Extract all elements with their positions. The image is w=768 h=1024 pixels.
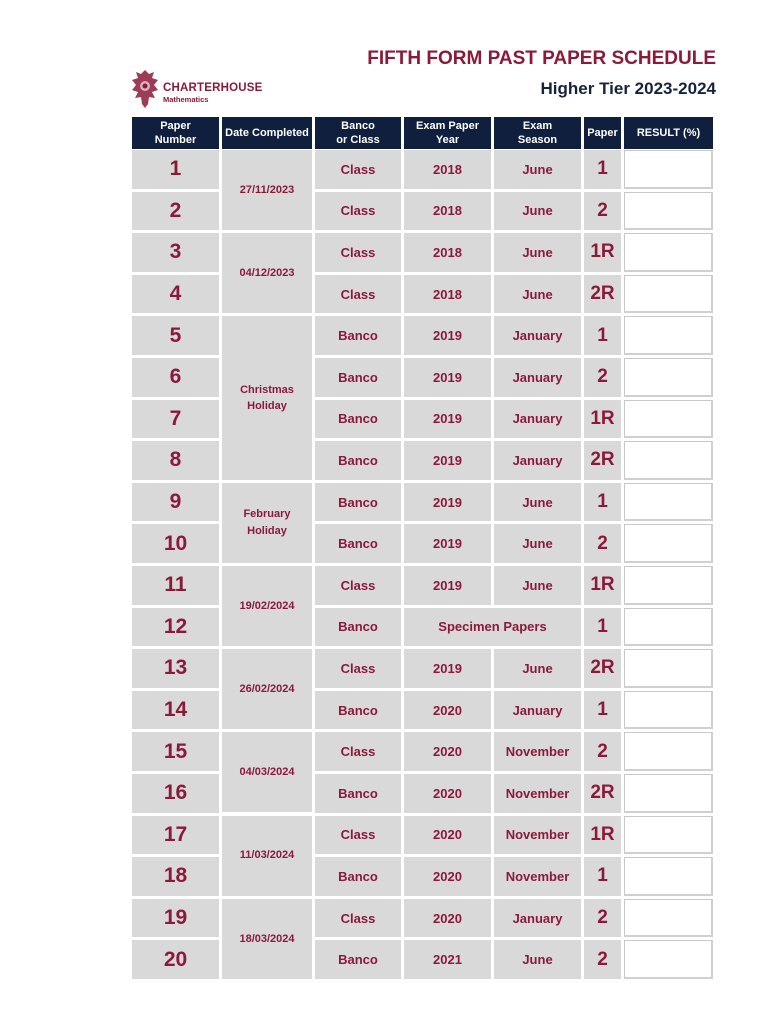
logo-name: CHARTERHOUSE <box>163 82 263 94</box>
exam-season: June <box>494 275 581 314</box>
charterhouse-logo <box>130 68 270 112</box>
exam-season: June <box>494 524 581 563</box>
date-completed: 26/02/2024 <box>222 649 312 729</box>
exam-paper-year: 2020 <box>404 774 491 813</box>
banco-or-class: Class <box>315 233 401 272</box>
paper-code: 2 <box>584 899 621 938</box>
paper-code: 2 <box>584 524 621 563</box>
exam-season: January <box>494 899 581 938</box>
result-input[interactable] <box>624 732 713 771</box>
paper-code: 1R <box>584 566 621 605</box>
exam-paper-year: 2018 <box>404 192 491 231</box>
paper-number: 6 <box>132 358 219 397</box>
exam-season: November <box>494 774 581 813</box>
paper-number: 1 <box>132 150 219 189</box>
exam-season: June <box>494 150 581 189</box>
paper-number: 19 <box>132 899 219 938</box>
exam-season: January <box>494 316 581 355</box>
header-exam-paper-year: Exam Paper Year <box>404 117 491 149</box>
exam-season: January <box>494 400 581 439</box>
result-input[interactable] <box>624 524 713 563</box>
banco-or-class: Banco <box>315 940 401 979</box>
exam-paper-year: 2019 <box>404 400 491 439</box>
exam-season: January <box>494 691 581 730</box>
paper-code: 2R <box>584 774 621 813</box>
paper-number: 8 <box>132 441 219 480</box>
paper-number: 20 <box>132 940 219 979</box>
result-input[interactable] <box>624 608 713 647</box>
banco-or-class: Banco <box>315 483 401 522</box>
result-input[interactable] <box>624 233 713 272</box>
banco-or-class: Class <box>315 649 401 688</box>
table-body <box>132 150 720 983</box>
paper-code: 2R <box>584 441 621 480</box>
result-input[interactable] <box>624 441 713 480</box>
date-completed: February Holiday <box>222 483 312 563</box>
paper-code: 2 <box>584 192 621 231</box>
paper-number: 13 <box>132 649 219 688</box>
paper-number: 2 <box>132 192 219 231</box>
banco-or-class: Banco <box>315 441 401 480</box>
banco-or-class: Class <box>315 732 401 771</box>
paper-number: 17 <box>132 816 219 855</box>
exam-season: January <box>494 441 581 480</box>
banco-or-class: Class <box>315 150 401 189</box>
banco-or-class: Banco <box>315 691 401 730</box>
exam-paper-year: 2019 <box>404 483 491 522</box>
exam-paper-year: 2020 <box>404 691 491 730</box>
banco-or-class: Banco <box>315 358 401 397</box>
paper-code: 2R <box>584 649 621 688</box>
paper-number: 16 <box>132 774 219 813</box>
exam-paper-year: 2020 <box>404 857 491 896</box>
result-input[interactable] <box>624 150 713 189</box>
result-input[interactable] <box>624 940 713 979</box>
exam-paper-year: 2019 <box>404 566 491 605</box>
banco-or-class: Banco <box>315 857 401 896</box>
exam-paper-year: 2019 <box>404 316 491 355</box>
date-completed: 19/02/2024 <box>222 566 312 646</box>
result-input[interactable] <box>624 483 713 522</box>
paper-number: 14 <box>132 691 219 730</box>
paper-code: 2 <box>584 732 621 771</box>
result-input[interactable] <box>624 774 713 813</box>
result-input[interactable] <box>624 275 713 314</box>
exam-paper-year: 2020 <box>404 816 491 855</box>
exam-season: November <box>494 732 581 771</box>
paper-number: 3 <box>132 233 219 272</box>
paper-code: 1 <box>584 691 621 730</box>
date-completed: 11/03/2024 <box>222 816 312 896</box>
paper-code: 2 <box>584 940 621 979</box>
exam-paper-year: 2019 <box>404 649 491 688</box>
header-date-completed: Date Completed <box>222 117 312 149</box>
paper-code: 2 <box>584 358 621 397</box>
exam-paper-year: 2019 <box>404 524 491 563</box>
paper-number: 9 <box>132 483 219 522</box>
date-completed: Christmas Holiday <box>222 316 312 479</box>
result-input[interactable] <box>624 566 713 605</box>
paper-code: 1 <box>584 608 621 647</box>
paper-code: 1 <box>584 483 621 522</box>
paper-code: 1R <box>584 400 621 439</box>
banco-or-class: Class <box>315 899 401 938</box>
exam-season: January <box>494 358 581 397</box>
paper-number: 5 <box>132 316 219 355</box>
date-completed: 27/11/2023 <box>222 150 312 230</box>
result-input[interactable] <box>624 649 713 688</box>
paper-code: 1 <box>584 150 621 189</box>
paper-number: 7 <box>132 400 219 439</box>
exam-season: June <box>494 566 581 605</box>
exam-paper-year: 2019 <box>404 441 491 480</box>
header-paper: Paper <box>584 117 621 149</box>
page-title: FIFTH FORM PAST PAPER SCHEDULE <box>367 48 716 69</box>
exam-paper-year: 2018 <box>404 275 491 314</box>
schedule-table <box>132 117 720 983</box>
result-input[interactable] <box>624 857 713 896</box>
exam-season: June <box>494 192 581 231</box>
header-paper-number: Paper Number <box>132 117 219 149</box>
result-input[interactable] <box>624 358 713 397</box>
exam-season: June <box>494 483 581 522</box>
exam-paper-year: 2019 <box>404 358 491 397</box>
exam-paper-year: 2018 <box>404 233 491 272</box>
result-input[interactable] <box>624 400 713 439</box>
logo-subtitle: Mathematics <box>163 95 209 104</box>
crest-icon <box>130 68 160 110</box>
banco-or-class: Banco <box>315 524 401 563</box>
table-header <box>132 117 720 149</box>
banco-or-class: Banco <box>315 774 401 813</box>
exam-paper-year: 2018 <box>404 150 491 189</box>
exam-season: November <box>494 857 581 896</box>
banco-or-class: Banco <box>315 400 401 439</box>
exam-year-season: Specimen Papers <box>404 608 581 647</box>
paper-number: 4 <box>132 275 219 314</box>
exam-season: June <box>494 233 581 272</box>
banco-or-class: Class <box>315 192 401 231</box>
page-subtitle: Higher Tier 2023-2024 <box>540 79 716 98</box>
paper-code: 1 <box>584 857 621 896</box>
banco-or-class: Banco <box>315 316 401 355</box>
result-input[interactable] <box>624 899 713 938</box>
date-completed: 04/12/2023 <box>222 233 312 313</box>
exam-paper-year: 2020 <box>404 732 491 771</box>
result-input[interactable] <box>624 691 713 730</box>
paper-number: 18 <box>132 857 219 896</box>
exam-season: June <box>494 940 581 979</box>
paper-code: 1R <box>584 816 621 855</box>
paper-number: 10 <box>132 524 219 563</box>
exam-paper-year: 2020 <box>404 899 491 938</box>
paper-number: 11 <box>132 566 219 605</box>
exam-season: November <box>494 816 581 855</box>
result-input[interactable] <box>624 816 713 855</box>
exam-paper-year: 2021 <box>404 940 491 979</box>
header-exam-season: Exam Season <box>494 117 581 149</box>
banco-or-class: Class <box>315 275 401 314</box>
paper-number: 15 <box>132 732 219 771</box>
exam-season: June <box>494 649 581 688</box>
paper-code: 1 <box>584 316 621 355</box>
paper-number: 12 <box>132 608 219 647</box>
paper-code: 1R <box>584 233 621 272</box>
result-input[interactable] <box>624 316 713 355</box>
banco-or-class: Class <box>315 816 401 855</box>
result-input[interactable] <box>624 192 713 231</box>
header-banco-or-class: Banco or Class <box>315 117 401 149</box>
header-result: RESULT (%) <box>624 117 713 149</box>
date-completed: 04/03/2024 <box>222 732 312 812</box>
banco-or-class: Class <box>315 566 401 605</box>
date-completed: 18/03/2024 <box>222 899 312 979</box>
banco-or-class: Banco <box>315 608 401 647</box>
paper-code: 2R <box>584 275 621 314</box>
